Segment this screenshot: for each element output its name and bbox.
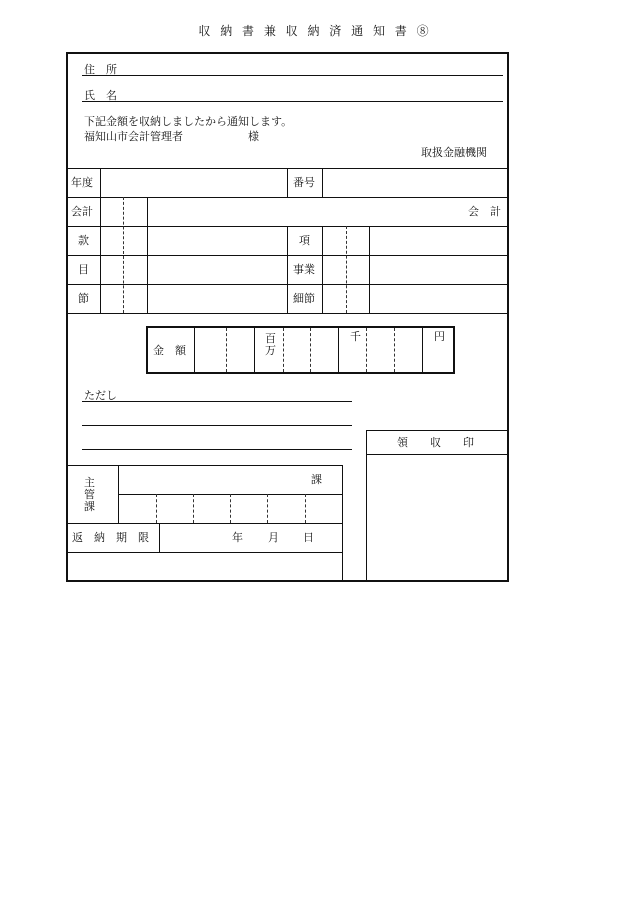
dept-right-line bbox=[342, 465, 343, 582]
saisetsu-label: 細節 bbox=[293, 292, 315, 305]
recipient-text: 福知山市会計管理者 bbox=[84, 130, 183, 143]
amount-digit-line bbox=[310, 328, 311, 372]
honorific-text: 様 bbox=[248, 130, 259, 143]
amount-digit-line bbox=[338, 328, 339, 372]
year-label: 年度 bbox=[71, 176, 93, 189]
ka-label: 課 bbox=[311, 473, 322, 486]
document-title: 収 納 書 兼 収 納 済 通 知 書 ⑧ bbox=[198, 24, 432, 38]
unit-thousand: 千 bbox=[350, 330, 361, 343]
amount-digit-line bbox=[394, 328, 395, 372]
account-right-label: 会 計 bbox=[468, 205, 501, 218]
dept-dashed-line bbox=[156, 494, 157, 523]
number-label: 番号 bbox=[293, 176, 315, 189]
jigyou-label: 事業 bbox=[293, 263, 315, 276]
dept-dashed-line bbox=[305, 494, 306, 523]
kan-label: 款 bbox=[78, 234, 89, 247]
setsu-label: 節 bbox=[78, 292, 89, 305]
notice-text: 下記金額を収納しましたから通知します。 bbox=[84, 115, 293, 128]
seal-divider bbox=[366, 454, 509, 455]
grid-line bbox=[66, 313, 509, 314]
tadashi-label: ただし bbox=[84, 389, 117, 402]
unit-million: 百 万 bbox=[265, 332, 276, 357]
dept-dashed-line bbox=[230, 494, 231, 523]
receipt-seal-box[interactable] bbox=[366, 430, 509, 582]
receipt-seal-label: 領 収 印 bbox=[397, 436, 474, 449]
grid-dashed-line bbox=[346, 226, 347, 313]
amount-label: 金 額 bbox=[153, 344, 186, 357]
dept-dashed-line bbox=[193, 494, 194, 523]
dept-top-line bbox=[66, 465, 342, 466]
address-line[interactable] bbox=[82, 75, 503, 76]
tadashi-line[interactable] bbox=[82, 401, 352, 402]
amount-digit-line bbox=[226, 328, 227, 372]
bank-label: 取扱金融機関 bbox=[421, 146, 487, 159]
grid-line bbox=[287, 226, 288, 313]
kou-label: 項 bbox=[299, 234, 310, 247]
grid-line bbox=[322, 226, 323, 313]
amount-digit-line bbox=[283, 328, 284, 372]
deadline-top-line bbox=[66, 523, 342, 524]
deadline-divider bbox=[159, 523, 160, 552]
date-month-label: 月 bbox=[268, 531, 279, 544]
grid-line bbox=[66, 197, 509, 198]
grid-line bbox=[322, 168, 323, 197]
date-year-label: 年 bbox=[232, 531, 243, 544]
dept-label: 主 管 課 bbox=[84, 476, 95, 514]
name-label: 氏 名 bbox=[84, 89, 117, 102]
grid-line bbox=[369, 226, 370, 313]
grid-dashed-line bbox=[123, 197, 124, 313]
tadashi-line[interactable] bbox=[82, 449, 352, 450]
deadline-bottom-line bbox=[66, 552, 342, 553]
return-deadline-label: 返 納 期 限 bbox=[72, 531, 149, 544]
grid-line bbox=[147, 197, 148, 313]
date-day-label: 日 bbox=[303, 531, 314, 544]
address-label: 住 所 bbox=[84, 63, 117, 76]
amount-divider bbox=[194, 326, 195, 373]
account-label: 会計 bbox=[71, 205, 93, 218]
name-line[interactable] bbox=[82, 101, 503, 102]
moku-label: 目 bbox=[78, 263, 89, 276]
tadashi-line[interactable] bbox=[82, 425, 352, 426]
grid-line bbox=[100, 168, 101, 313]
unit-yen: 円 bbox=[434, 330, 445, 343]
amount-box[interactable] bbox=[146, 326, 455, 374]
amount-digit-line bbox=[366, 328, 367, 372]
dept-dashed-line bbox=[267, 494, 268, 523]
grid-line bbox=[287, 168, 288, 197]
amount-digit-line bbox=[254, 328, 255, 372]
amount-digit-line bbox=[422, 328, 423, 372]
